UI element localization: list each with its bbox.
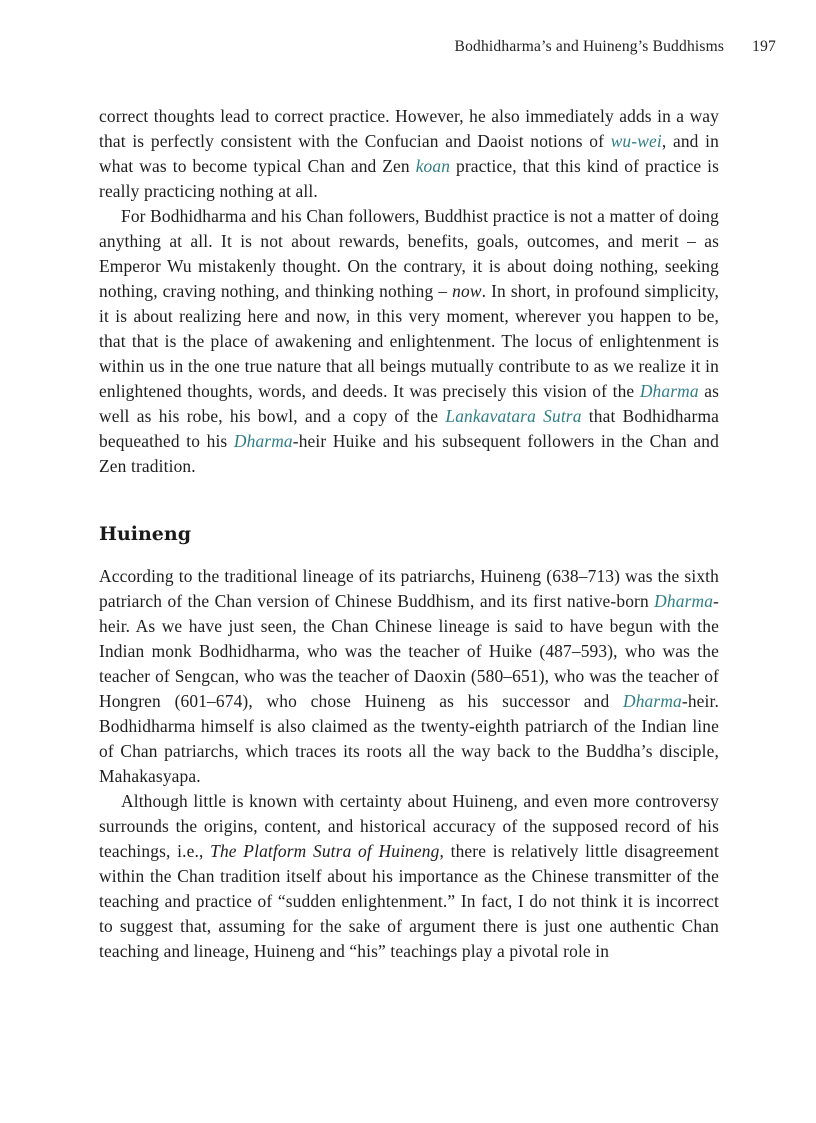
paragraph-2: For Bodhidharma and his Chan followers, Buddhist practice is not a matter of doing anything at all. It is not about rewards, benefits, goals, outcomes, and merit – as Emperor Wu mistakenly thought. On the contrary, it is about doing nothing, seeking nothing, craving nothing, and thinking nothing – now. In short, in profound simplicity, it is about realizing here and now, in this very moment, wherever you happen to be, that that is the place of awakening and enlightenment. The locus of enlightenment is within us in the one true nature that all beings mutually contribute to as we realize it in enlightened thoughts, words, and deeds. It was precisely this vision of the Dharma as well as his robe, his bowl, and a copy of the Lankavatara Sutra that Bodhidharma bequeathed to his Dharma-heir Huike and his subsequent followers in the Chan and Zen tradition. xyxy=(99,206,719,476)
running-title: Bodhidharma’s and Huineng’s Buddhisms xyxy=(454,38,725,55)
section-heading: Huineng xyxy=(99,523,191,545)
paragraph-4: Although little is known with certainty about Huineng, and even more controversy surrounds the origins, content, and historical accuracy of the supposed record of his teachings, i.e., The Platform Sutra of Huineng, there is relatively little disagreement within the Chan tradition itself about his importance as the Chinese transmitter of the teaching and practice of “sudden enlightenment.” In fact, I do not think it is incorrect to suggest that, assuming for the sake of argument there is just one authentic Chan teaching and lineage, Huineng and “his” teachings play a pivotal role in xyxy=(99,791,720,961)
page-number: 197 xyxy=(752,38,776,55)
term-dharma: Dharma xyxy=(233,431,293,451)
term-dharma: Dharma xyxy=(654,591,714,611)
term-dharma: Dharma xyxy=(623,691,682,711)
term-wu-wei: wu-wei xyxy=(610,131,662,151)
title-platform-sutra: The Platform Sutra of Huineng xyxy=(210,841,440,861)
paragraph-1: correct thoughts lead to correct practice. However, he also immediately adds in a way that is perfectly consistent with the Confucian and Daoist notions of wu-wei, and in what was to become typical Chan and Zen koan practice, that this kind of practice is really practicing nothing at all. xyxy=(99,106,719,201)
running-head xyxy=(0,38,776,56)
emphasis-now: now xyxy=(452,281,482,301)
page-body xyxy=(99,104,719,964)
paragraph-3: According to the traditional lineage of its patriarchs, Huineng (638–713) was the sixth patriarch of the Chan version of Chinese Buddhism, and its first native-born Dharma-heir. As we have just seen, the Chan Chinese lineage is said to have begun with the Indian monk Bodhidharma, who was the teacher of Huike (487–593), who was the teacher of Sengcan, who was the teacher of Daoxin (580–651), who was the teacher of Hongren (601–674), who chose Huineng as his successor and Dharma-heir. Bodhidharma himself is also claimed as the twenty-eighth patriarch of the Indian line of Chan patriarchs, which traces its roots all the way back to the Buddha’s disciple, Mahakasyapa. xyxy=(99,566,719,786)
term-koan: koan xyxy=(415,156,451,176)
term-lankavatara-sutra: Lankavatara Sutra xyxy=(445,406,582,426)
term-dharma: Dharma xyxy=(639,381,699,401)
